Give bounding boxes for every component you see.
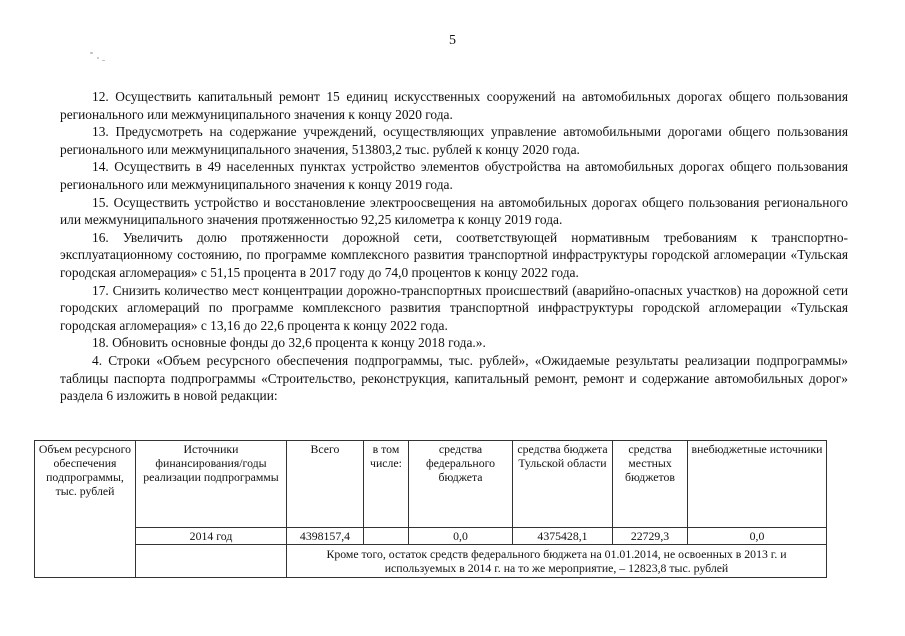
paragraph-13: 13. Предусмотреть на содержание учреждений, осуществляющих управление автомобильными дорогами общего пользования регионального или межмуниципального значения, 513803,2 тыс. рублей к концу 2020 года. xyxy=(60,124,848,157)
header-federal: средства федерального бюджета xyxy=(409,441,513,528)
scan-mark xyxy=(102,60,105,61)
table-row xyxy=(35,528,827,545)
paragraph-section-4: 4. Строки «Объем ресурсного обеспечения подпрограммы, тыс. рублей», «Ожидаемые результаты реализации подпрограммы» таблицы паспорта подпрограммы «Строительство, реконструкция, капитальный ремонт, ремонт и содержание автомобильных дорог» раздела 6 изложить в новой редакции: xyxy=(60,352,848,404)
cell-note-empty xyxy=(136,545,287,578)
header-offbudget: внебюджетные источники xyxy=(688,441,827,528)
scan-mark xyxy=(97,57,99,59)
table-header-row xyxy=(35,441,827,528)
cell-note: Кроме того, остаток средств федерального бюджета на 01.01.2014, не освоенных в 2013 г. и используемых в 2014 г. на то же мероприятие, – 12823,8 тыс. рублей xyxy=(287,545,827,578)
cell-year: 2014 год xyxy=(136,528,287,545)
cell-federal: 0,0 xyxy=(409,528,513,545)
cell-local: 22729,3 xyxy=(613,528,688,545)
cell-including-empty xyxy=(364,528,409,545)
page-number: 5 xyxy=(449,33,456,48)
paragraph-14: 14. Осуществить в 49 населенных пунктах устройство элементов обустройства на автомобильных дорогах общего пользования регионального или межмуниципального значения к концу 2019 года. xyxy=(60,159,848,192)
header-sources: Источники финансирования/годы реализации подпрограммы xyxy=(136,441,287,528)
header-local: средства местных бюджетов xyxy=(613,441,688,528)
cell-total: 4398157,4 xyxy=(287,528,364,545)
header-regional: средства бюджета Тульской области xyxy=(513,441,613,528)
paragraph-17: 17. Снизить количество мест концентрации дорожно-транспортных происшествий (аварийно-опасных участков) на дорожной сети городских агломераций по программе комплексного развития транспортной инфраструктуры городской агломерации «Тульская городская агломерация» с 13,16 до 22,6 процента к концу 2022 года. xyxy=(60,282,848,333)
header-total: Всего xyxy=(287,441,364,528)
header-volume: Объем ресурсного обеспечения подпрограммы, тыс. рублей xyxy=(35,441,136,578)
table-row-note xyxy=(35,545,827,578)
resource-table xyxy=(34,440,827,578)
paragraph-15: 15. Осуществить устройство и восстановление электроосвещения на автомобильных дорогах общего пользования регионального или межмуниципального значения протяженностью 92,25 километра к концу 2019 года. xyxy=(60,194,848,228)
cell-offbudget: 0,0 xyxy=(688,528,827,545)
cell-regional: 4375428,1 xyxy=(513,528,613,545)
header-including: в том числе: xyxy=(364,441,409,528)
document-body xyxy=(60,88,848,405)
paragraph-16: 16. Увеличить долю протяженности дорожной сети, соответствующей нормативным требованиям к транспортно-эксплуатационному состоянию, по программе комплексного развития транспортной инфраструктуры городской агломерации «Тульская городская агломерация» с 51,15 процента в 2017 году до 74,0 процентов к концу 2022 года. xyxy=(60,229,848,280)
paragraph-18: 18. Обновить основные фонды до 32,6 процента к концу 2018 года.». xyxy=(92,335,486,351)
paragraph-12: 12. Осуществить капитальный ремонт 15 единиц искусственных сооружений на автомобильных дорогах общего пользования регионального или межмуниципального значения к концу 2020 года. xyxy=(60,89,848,122)
scan-mark xyxy=(90,52,93,54)
